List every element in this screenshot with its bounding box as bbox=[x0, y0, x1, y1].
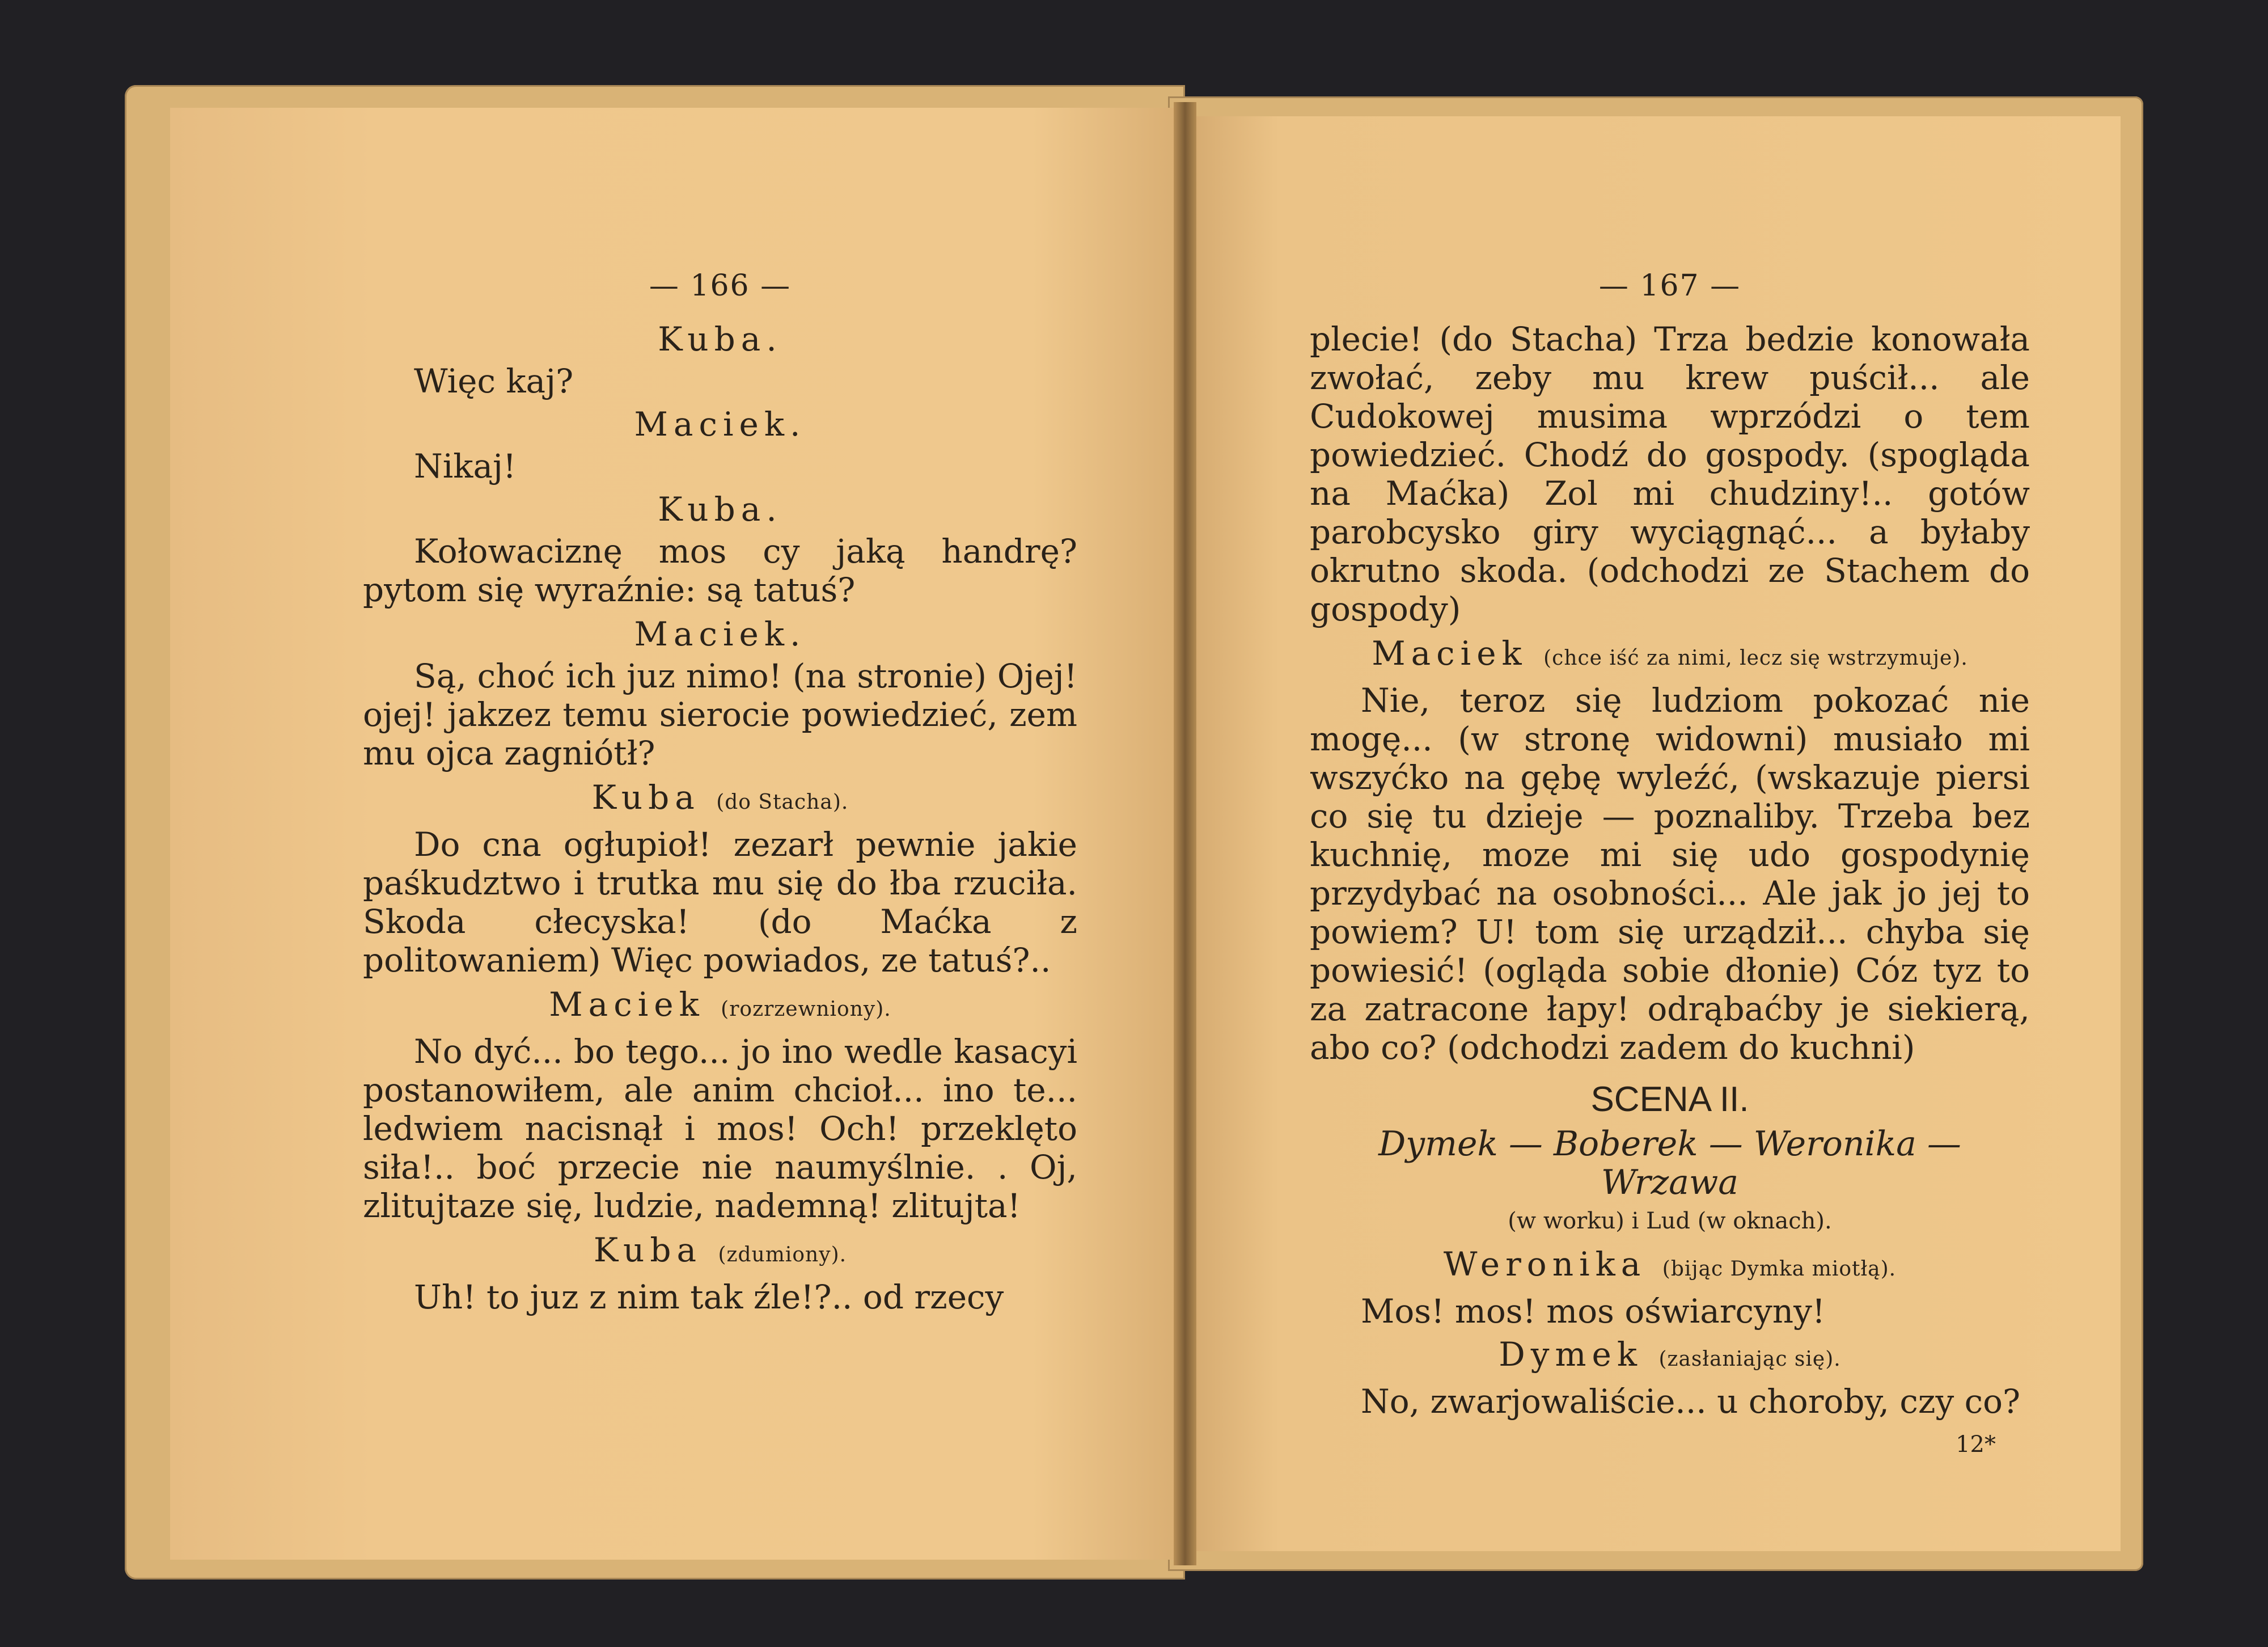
dialogue-paragraph: Uh! to juz z nim tak źle!?.. od rzecy bbox=[414, 1278, 1004, 1316]
speaker-heading bbox=[363, 778, 1077, 822]
dialogue-paragraph: Są, choć ich juz nimo! (na stronie) Ojej! ojej! jakzez temu sierocie powiedzieć, zem mu ojca zagniótł? bbox=[363, 657, 1077, 772]
book-gutter bbox=[1174, 102, 1196, 1565]
speaker-name: Kuba bbox=[593, 1231, 703, 1269]
stage-direction: (rozrzewniony). bbox=[721, 998, 891, 1021]
speaker-name: Weronika bbox=[1443, 1245, 1647, 1283]
dialogue-line: Więc kaj? bbox=[414, 362, 574, 400]
printer-signature: 12* bbox=[1956, 1431, 1996, 1458]
dialogue-paragraph: No dyć... bo tego... jo ino wedle kasacyi postanowiłem, ale anim chcioł... ino te... ledwiem nacisnął i mos! Och! przeklęto siła!.. boć przecie nie naumyślnie. . Oj, zlitujtaze się, ludzie, nademną! zlitujta! bbox=[363, 1032, 1077, 1225]
speaker-name: Dymek bbox=[1499, 1335, 1643, 1374]
speaker-heading bbox=[363, 320, 1077, 358]
speaker-name: Maciek bbox=[1372, 634, 1527, 673]
speaker-heading bbox=[1310, 634, 2030, 678]
speaker-name: Kuba. bbox=[658, 320, 782, 358]
dialogue-paragraph: plecie! (do Stacha) Trza bedzie konowała zwołać, zeby mu krew puścił... ale Cudokowej musima wprzódzi o tem powiedzieć. Chodź do gospody. (spogląda na Maćka) Zol mi chudziny!.. gotów parobcysko giry wyciągnąć... a byłaby okrutno skoda. (odchodzi ze Stachem do gospody) bbox=[1310, 320, 2030, 628]
dialogue-paragraph: Kołowaciznę mos cy jaką handrę? pytom się wyraźnie: są tatuś? bbox=[363, 532, 1077, 609]
page-number: — 167 — bbox=[1598, 269, 1741, 303]
left-page-text bbox=[363, 267, 1077, 1322]
speaker-name: Maciek bbox=[549, 985, 705, 1024]
speaker-heading bbox=[363, 985, 1077, 1029]
cast-note: (w worku) i Lud (w oknach). bbox=[1508, 1208, 1832, 1234]
cast-list: Dymek — Boberek — Weronika — Wrzawa bbox=[1378, 1124, 1961, 1202]
page-number: — 166 — bbox=[649, 269, 792, 303]
speaker-heading bbox=[363, 405, 1077, 444]
dialogue-line: Mos! mos! mos oświarcyny! bbox=[1361, 1292, 1826, 1331]
dialogue-line: No, zwarjowaliście... u choroby, czy co? bbox=[1361, 1382, 2021, 1421]
speaker-heading bbox=[363, 615, 1077, 653]
stage-direction: (do Stacha). bbox=[716, 791, 849, 814]
dialogue-paragraph: Do cna ogłupioł! zezarł pewnie jakie paśkudztwo i trutka mu się do łba rzuciła. Skoda cłecyska! (do Maćka z politowaniem) Więc powiados, ze tatuś?.. bbox=[363, 825, 1077, 979]
stage-direction: (bijąc Dymka miotłą). bbox=[1662, 1257, 1897, 1281]
speaker-heading bbox=[363, 490, 1077, 529]
speaker-heading bbox=[1310, 1335, 2030, 1379]
stage-direction: (zasłaniając się). bbox=[1658, 1348, 1841, 1371]
dialogue-line: Nikaj! bbox=[414, 447, 517, 485]
dialogue-paragraph: Nie, teroz się ludziom pokozać nie mogę... (w stronę widowni) musiało mi wszyćko na gębę wyleźć, (wskazuje piersi co się tu dzieje — poznaliby. Trzeba bez kuchnię, moze mi się udo gospodynię przydybać na osobności... Ale jak jo jej to powiem? U! tom się urządził... chyba się powiesić! (ogląda sobie dłonie) Cóz tyz to za zatracone łapy! odrąbaćby je siekierą, abo co? (odchodzi zadem do kuchni) bbox=[1310, 681, 2030, 1067]
stage-direction: (zdumiony). bbox=[718, 1243, 847, 1266]
scene-heading: SCENA II. bbox=[1590, 1080, 1749, 1119]
speaker-name: Maciek. bbox=[634, 405, 806, 444]
speaker-name: Kuba. bbox=[658, 490, 782, 529]
speaker-heading bbox=[363, 1231, 1077, 1274]
speaker-name: Maciek. bbox=[634, 615, 806, 653]
stage-direction: (chce iść za nimi, lecz się wstrzymuje). bbox=[1543, 647, 1968, 670]
right-page-text bbox=[1310, 267, 2030, 1464]
speaker-heading bbox=[1310, 1245, 2030, 1289]
speaker-name: Kuba bbox=[591, 778, 700, 817]
